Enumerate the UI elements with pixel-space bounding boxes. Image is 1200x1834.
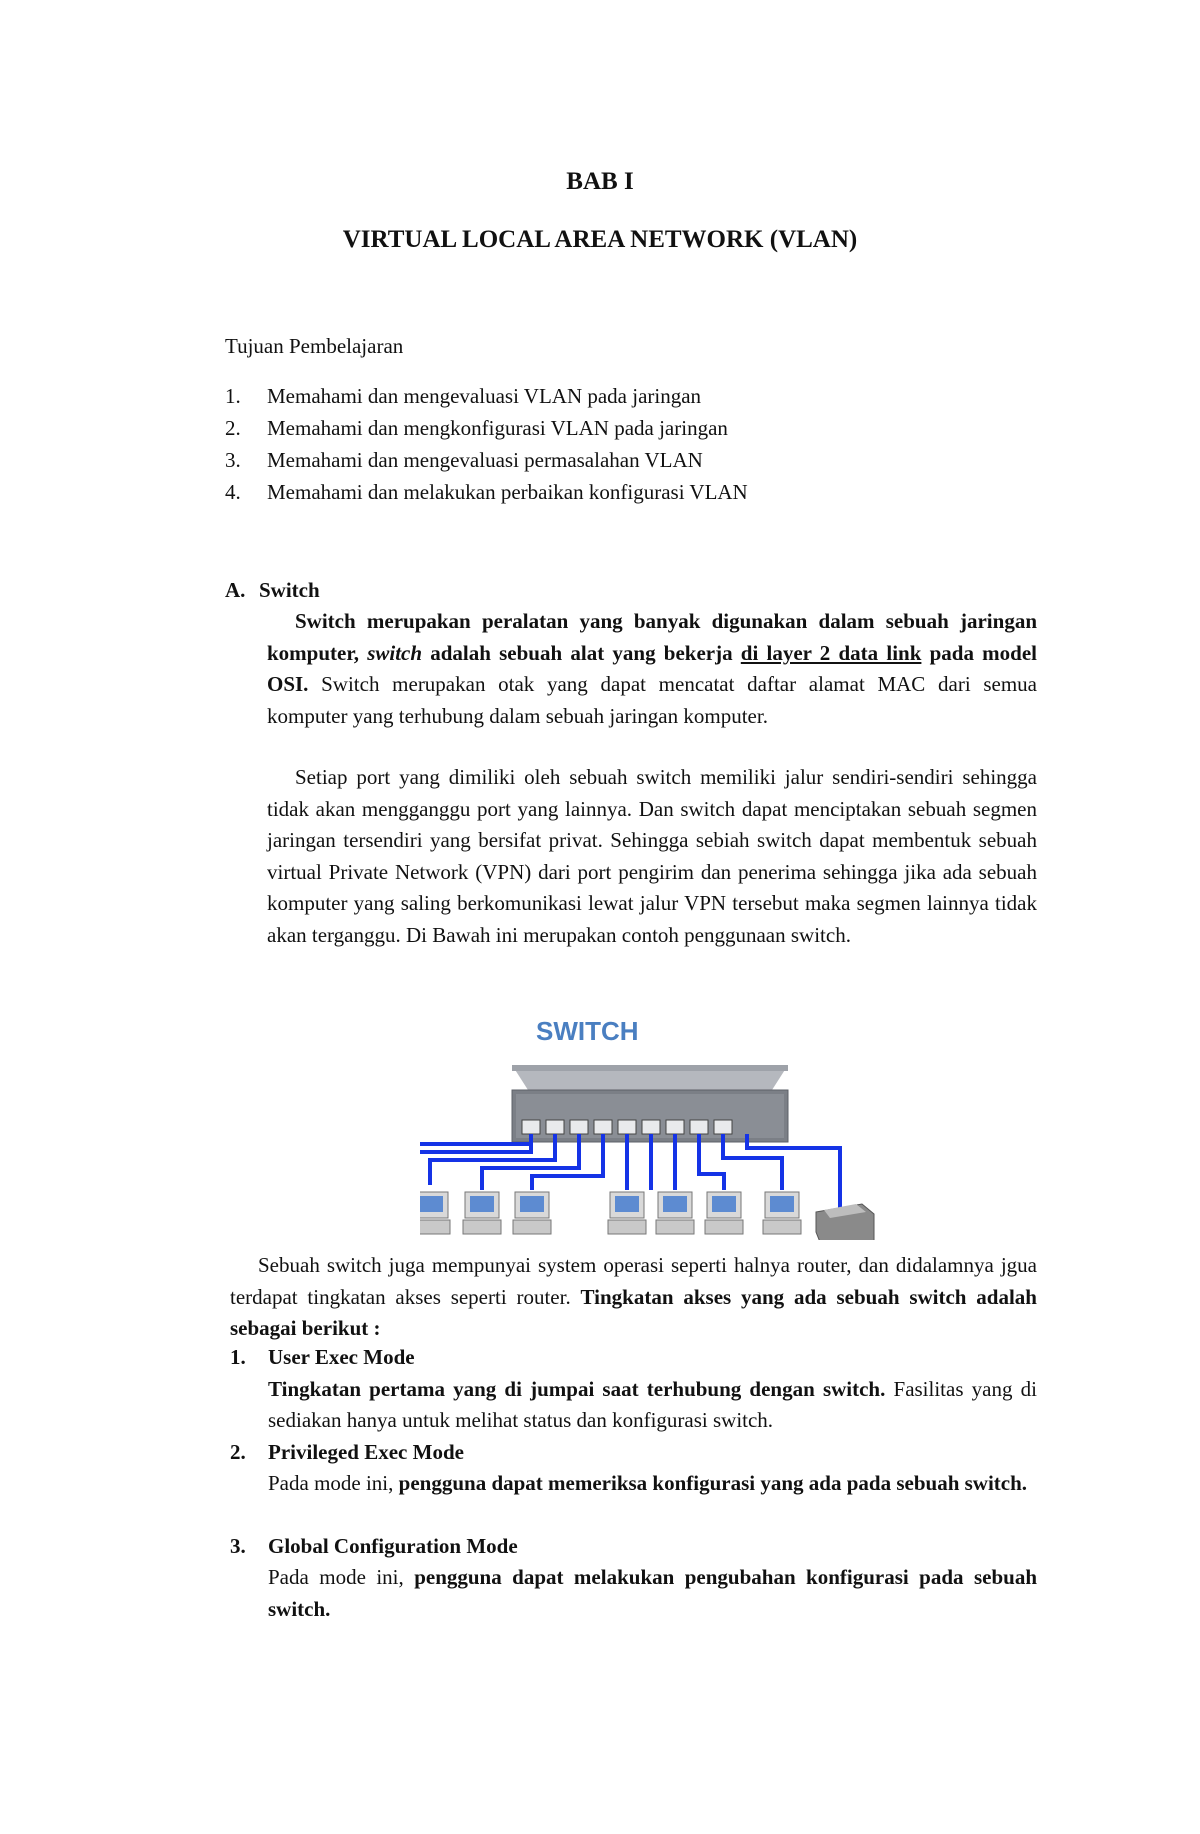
objective-item xyxy=(225,476,748,508)
paragraph-bold-text: Switch merupakan peralatan yang banyak digunakan dalam sebuah jaringan komputer, xyxy=(267,609,1037,665)
computer-icon xyxy=(763,1192,801,1234)
underlined-text: di layer 2 data link xyxy=(740,640,922,665)
paragraph-access-levels xyxy=(230,1250,1037,1345)
mode-description xyxy=(268,1562,1037,1625)
objectives-label: Tujuan Pembelajaran xyxy=(225,334,404,358)
mode-bold-text: pengguna dapat memeriksa konfigurasi yang ada pada sebuah switch. xyxy=(398,1471,1028,1495)
objective-item xyxy=(225,380,748,412)
mode-title: Global Configuration Mode xyxy=(268,1533,518,1558)
mode-description xyxy=(268,1374,1037,1437)
mode-number: 1. xyxy=(230,1345,246,1369)
objective-item xyxy=(225,412,748,444)
section-title: Switch xyxy=(259,578,320,602)
section-heading xyxy=(225,578,320,603)
mode-text: Fasilitas yang di sediakan hanya untuk melihat status dan konfigurasi switch. xyxy=(268,1376,1037,1432)
paragraph-bold-text: pada model OSI. xyxy=(267,640,1037,696)
paragraph-switch-ports xyxy=(267,762,1037,951)
paragraph-switch-definition xyxy=(267,606,1037,732)
section-letter: A. xyxy=(225,578,246,602)
mode-text: Pada mode ini, xyxy=(268,1565,415,1589)
mode-title: Privileged Exec Mode xyxy=(268,1439,464,1464)
objectives-list xyxy=(225,380,748,508)
paragraph-text: Setiap port yang dimiliki oleh sebuah switch memiliki jalur sendiri-sendiri sehingga tidak akan mengganggu port yang lainnya. Dan switch dapat menciptakan sebuah segmen jaringan tersendiri yang bersifat privat. Sehingga sebiah switch dapat membentuk sebuah virtual Private Network (VPN) dari port pengirim dan penerima sehingga jika ada sebuah komputer yang saling berkomunikasi lewat jalur VPN tersebut maka segmen lainnya tidak akan terganggu. Di Bawah ini merupakan contoh penggunaan switch. xyxy=(267,765,1037,947)
chapter-heading: BAB I xyxy=(566,168,634,195)
paragraph-italic-text: switch xyxy=(367,640,423,665)
mode-bold-text: pengguna dapat melakukan pengubahan konfigurasi pada sebuah switch. xyxy=(268,1565,1037,1621)
mode-number: 3. xyxy=(230,1533,246,1558)
computer-icon xyxy=(513,1192,551,1234)
paragraph-bold-text: adalah sebuah alat yang bekerja xyxy=(422,640,741,665)
mode-title: User Exec Mode xyxy=(268,1345,415,1369)
computer-icon xyxy=(656,1192,694,1234)
mode-list xyxy=(230,1342,1037,1625)
mode-item-privileged-exec xyxy=(230,1437,1037,1500)
mode-item-global-config xyxy=(230,1531,1037,1626)
diagram-label: SWITCH xyxy=(536,1016,639,1046)
mode-bold-text: Tingkatan pertama yang di jumpai saat terhubung dengan switch. xyxy=(268,1376,886,1401)
paragraph-bold-text: Tingkatan akses yang ada sebuah switch adalah sebagai berikut : xyxy=(230,1284,1037,1340)
printer-icon xyxy=(816,1204,874,1240)
mode-item-user-exec xyxy=(230,1342,1037,1437)
objective-text: Memahami dan mengevaluasi permasalahan VLAN xyxy=(267,448,703,472)
chapter-title: VIRTUAL LOCAL AREA NETWORK (VLAN) xyxy=(342,226,858,253)
objective-number: 4. xyxy=(225,480,241,504)
switch-diagram xyxy=(420,1010,900,1240)
computer-icon xyxy=(463,1192,501,1234)
objective-item xyxy=(225,444,748,476)
switch-device-icon xyxy=(512,1065,788,1142)
paragraph-text: Sebuah switch juga mempunyai system operasi seperti halnya router, dan didalamnya jgua terdapat tingkatan akses seperti router. xyxy=(230,1253,1037,1309)
objective-number: 1. xyxy=(225,384,241,408)
objective-text: Memahami dan mengevaluasi VLAN pada jaringan xyxy=(267,384,702,408)
mode-description xyxy=(268,1468,1037,1500)
objective-number: 3. xyxy=(225,448,241,472)
computer-icon xyxy=(705,1192,743,1234)
mode-text: Pada mode ini, xyxy=(268,1471,399,1495)
mode-number: 2. xyxy=(230,1439,246,1464)
paragraph-text: Switch merupakan otak yang dapat mencatat daftar alamat MAC dari semua komputer yang terhubung dalam sebuah jaringan komputer. xyxy=(267,672,1037,728)
objective-text: Memahami dan mengkonfigurasi VLAN pada jaringan xyxy=(267,416,728,440)
computer-icon xyxy=(420,1192,450,1234)
computer-icon xyxy=(608,1192,646,1234)
objective-text: Memahami dan melakukan perbaikan konfigurasi VLAN xyxy=(267,480,748,504)
objective-number: 2. xyxy=(225,416,241,440)
